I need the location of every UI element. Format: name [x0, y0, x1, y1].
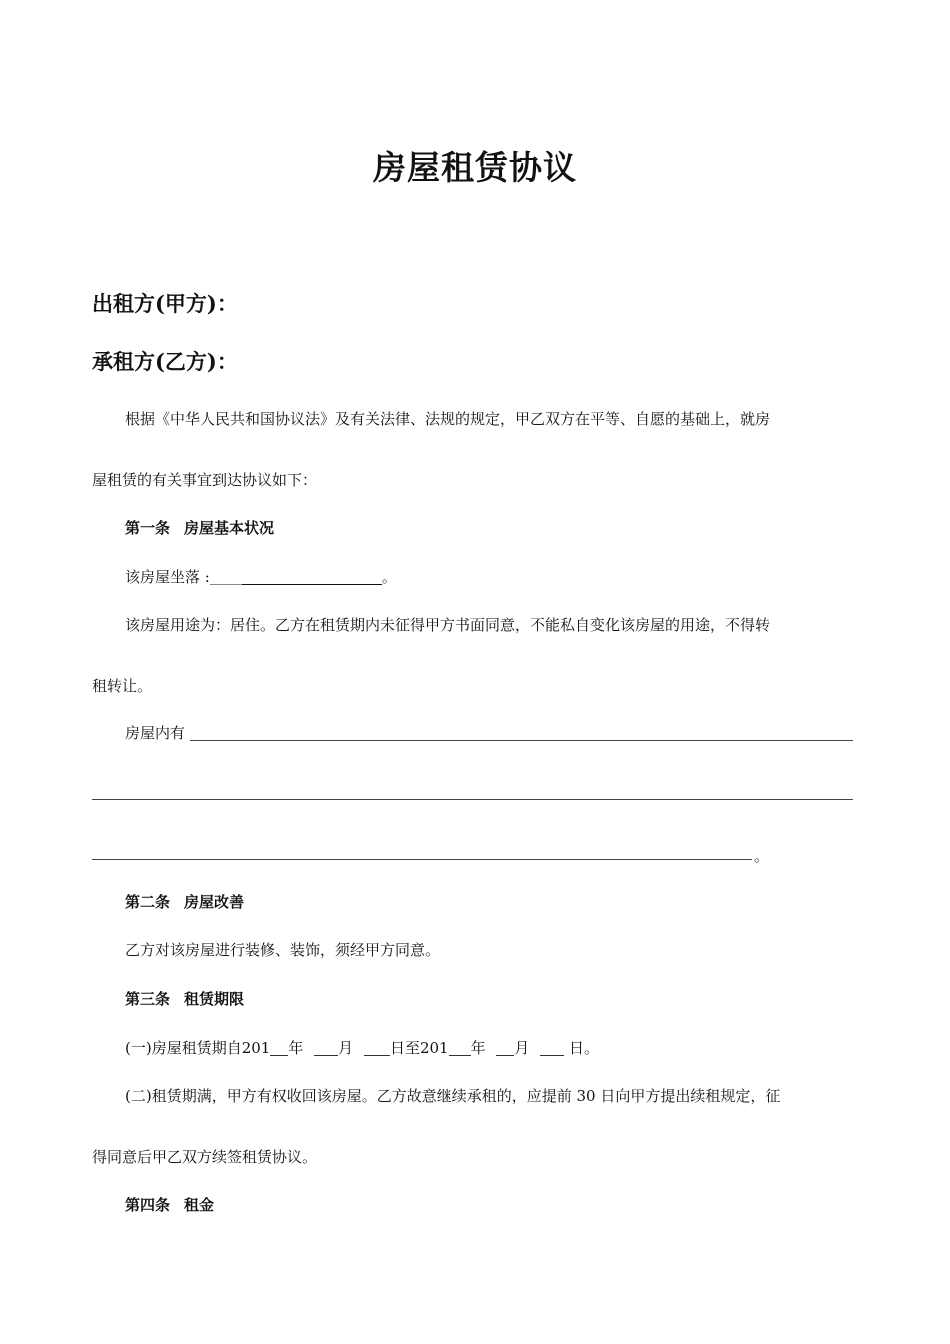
contents-rule-2 — [92, 799, 853, 800]
renew-line-2: 得同意后甲乙双方续签租赁协议。 — [92, 1148, 318, 1166]
article-1-number: 第一条 — [125, 519, 171, 537]
location-end: 。 — [381, 568, 397, 586]
article-2-title: 房屋改善 — [184, 893, 245, 911]
location-blank-thin — [210, 584, 242, 585]
contents-rule-3 — [92, 859, 752, 860]
term-year-start-blank — [270, 1055, 288, 1056]
lessor-label: 出租方(甲方)： — [92, 291, 238, 316]
article-4-title: 租金 — [184, 1196, 215, 1214]
term-year-start-prefix: 201 — [241, 1039, 271, 1057]
term-month-start-label: 月 — [338, 1039, 354, 1057]
article-1-title: 房屋基本状况 — [184, 519, 275, 537]
term-month-start-blank — [314, 1055, 338, 1056]
lessee-label: 承租方(乙方)： — [92, 349, 238, 374]
article-3-heading — [125, 989, 244, 1009]
term-day-end-blank — [540, 1055, 564, 1056]
article-4-heading — [125, 1195, 214, 1215]
article-2-number: 第二条 — [125, 893, 171, 911]
location-blank — [242, 584, 382, 585]
intro-line-1: 根据《中华人民共和国协议法》及有关法律、法规的规定，甲乙双方在平等、自愿的基础上，就房 — [125, 410, 771, 428]
contents-rule-1 — [190, 740, 853, 741]
term-month-end-blank — [496, 1055, 514, 1056]
term-year-end-label: 年 — [470, 1039, 486, 1057]
contents-end: 。 — [754, 847, 770, 865]
term-day-mid: 日至 — [389, 1039, 420, 1057]
document-title: 房屋租赁协议 — [373, 148, 577, 187]
renew-line-1: (二)租赁期满，甲方有权收回该房屋。乙方故意继续承租的，应提前 30 日向甲方提出续租规定，征 — [125, 1087, 781, 1105]
usage-line-1: 该房屋用途为：居住。乙方在租赁期内未征得甲方书面同意，不能私自变化该房屋的用途，不得转 — [125, 616, 771, 634]
article-1-heading — [125, 518, 274, 538]
intro-line-2: 屋租赁的有关事宜到达协议如下： — [92, 471, 318, 489]
term-day-start-blank — [364, 1055, 390, 1056]
article-2-heading — [125, 892, 244, 912]
term-prefix: (一)房屋租赁期自 — [125, 1039, 242, 1057]
article-2-text: 乙方对该房屋进行装修、装饰，须经甲方同意。 — [125, 941, 441, 959]
term-month-end-label: 月 — [514, 1039, 530, 1057]
article-3-title: 租赁期限 — [184, 990, 245, 1008]
article-3-number: 第三条 — [125, 990, 171, 1008]
article-4-number: 第四条 — [125, 1196, 171, 1214]
location-label: 该房屋坐落 : — [125, 568, 210, 586]
term-year-end-prefix: 201 — [419, 1039, 449, 1057]
lease-term-line — [125, 1038, 599, 1058]
usage-line-2: 租转让。 — [92, 677, 153, 695]
term-day-end: 日。 — [568, 1039, 599, 1057]
contents-label: 房屋内有 — [125, 724, 186, 742]
term-year-end-blank — [449, 1055, 471, 1056]
location-line — [125, 567, 397, 587]
term-year-start-label: 年 — [288, 1039, 304, 1057]
